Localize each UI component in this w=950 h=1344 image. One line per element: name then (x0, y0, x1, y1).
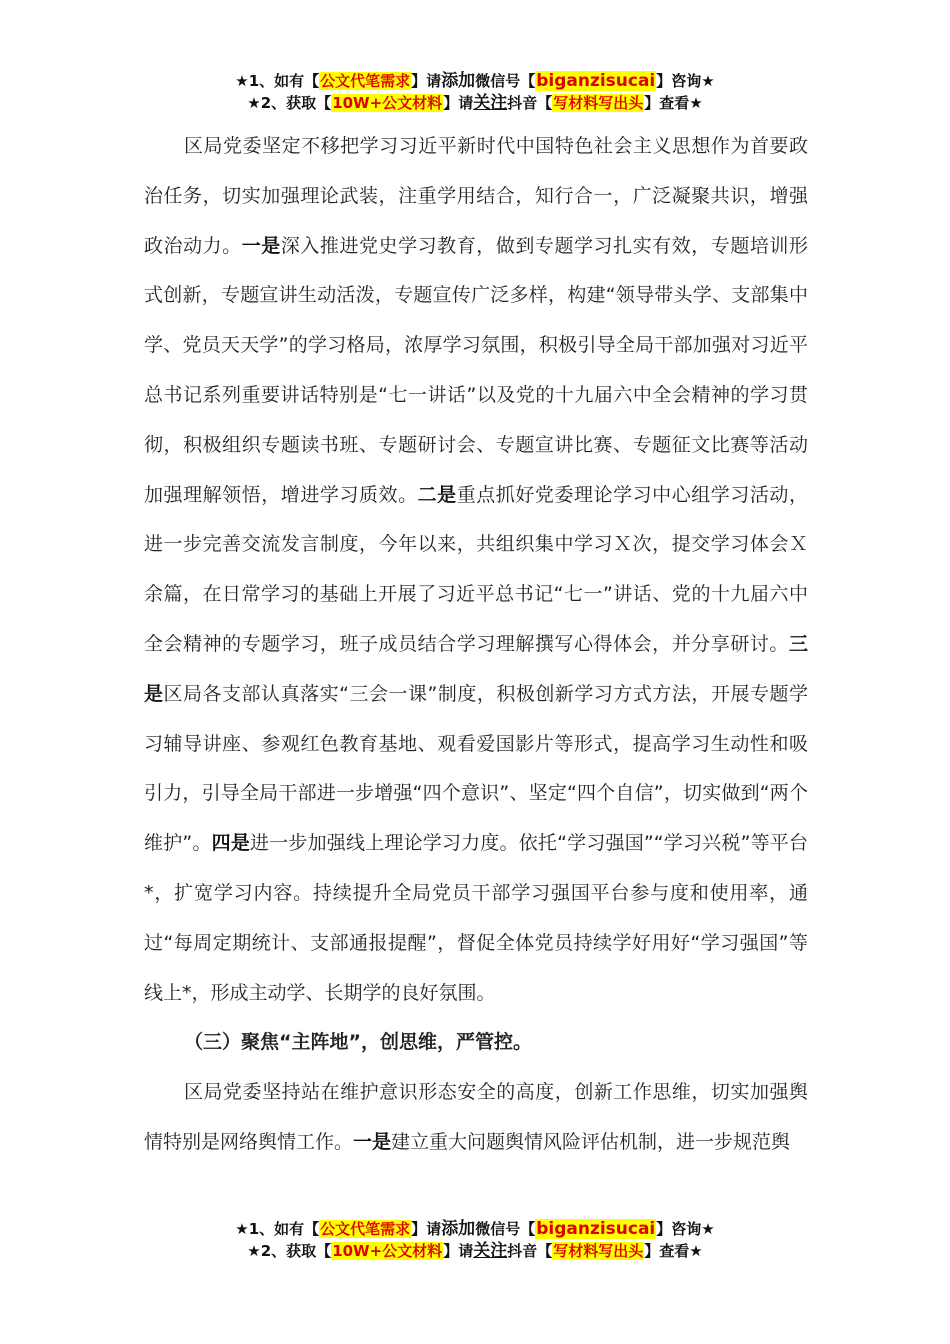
banner-text: ★2、获取【 (247, 1242, 332, 1260)
banner-text: 】请 (443, 94, 474, 112)
banner-highlight: 写材料写出头 (553, 94, 644, 112)
banner-text: 】请 (443, 1242, 474, 1260)
banner-text: 添加 (441, 71, 476, 91)
banner-text: 】请 (411, 72, 442, 90)
banner-text: 抖音【 (507, 1242, 553, 1260)
banner-text: ★2、获取【 (247, 94, 332, 112)
banner-text: 】请 (411, 1220, 442, 1238)
banner-text: 微信号【 (475, 1220, 536, 1238)
body-text: 区局各支部认真落实“三会一课”制度，积极创新学习方式方法，开展专题学习辅导讲座、参观红色教育基地、观看爱国影片等形式，提高学习生动性和吸引力，引导全局干部进一步增强“四个意识”、坚定“四个自信”，切实做到“两个维护”。 (144, 682, 808, 855)
banner-highlight: biganzisucai (536, 71, 656, 91)
banner-highlight: 公文代笔需求 (320, 1220, 411, 1238)
header-banner (0, 70, 950, 114)
banner-highlight: 写材料写出头 (553, 1242, 644, 1260)
banner-text: ★1、如有【 (235, 72, 320, 90)
banner-line-2 (0, 1240, 950, 1262)
banner-highlight: 10W+公文材料 (332, 94, 443, 112)
banner-highlight: 10W+公文材料 (332, 1242, 443, 1260)
banner-text: 】咨询★ (656, 1220, 715, 1238)
body-text: 区局党委坚定不移把学习习近平新时代中国特色社会主义思想作为首要政治任务，切实加强理论武装，注重学用结合，知行合一，广泛凝聚共识，增强政治动力。 (144, 135, 808, 257)
body-text: 区局党委坚持站在维护意识形态安全的高度，创新工作思维，切实加强舆情特别是网络舆情工作。 (144, 1081, 808, 1153)
banner-text: 】查看★ (644, 94, 703, 112)
banner-line-2 (0, 92, 950, 114)
banner-text: 抖音【 (507, 94, 553, 112)
section-heading: （三）聚焦“主阵地”，创思维，严管控。 (184, 1031, 532, 1054)
banner-text: ★1、如有【 (235, 1220, 320, 1238)
banner-text: 关注 (473, 1241, 508, 1261)
body-paragraph (144, 1068, 808, 1168)
banner-text: 】咨询★ (656, 72, 715, 90)
body-text: 重点抓好党委理论学习中心组学习活动，进一步完善交流发言制度，今年以来，共组织集中学习Ｘ次，提交学习体会Ｘ余篇，在日常学习的基础上开展了习近平总书记“七一”讲话、党的十九届六中全会精神的专题学习，班子成员结合学习理解撰写心得体会，并分享研讨。 (144, 483, 808, 655)
banner-text: 关注 (473, 93, 508, 113)
body-paragraph (144, 122, 808, 1018)
bold-marker: 三是 (144, 632, 808, 705)
banner-text: 】查看★ (644, 1242, 703, 1260)
banner-highlight: biganzisucai (536, 1219, 656, 1239)
body-text: 深入推进党史学习教育，做到专题学习扎实有效，专题培训形式创新，专题宣讲生动活泼，专题宣传广泛多样，构建“领导带头学、支部集中学、党员天天学”的学习格局，浓厚学习氛围，积极引导全局干部加强对习近平总书记系列重要讲话特别是“七一讲话”以及党的十九届六中全会精神的学习贯彻，积极组织专题读书班、专题研讨会、专题宣讲比赛、专题征文比赛等活动加强理解领悟，增进学习质效。 (144, 234, 808, 506)
bold-marker: 四是 (211, 832, 251, 855)
banner-line-1 (0, 70, 950, 92)
banner-highlight: 公文代笔需求 (320, 72, 411, 90)
bold-marker: 一是 (353, 1130, 392, 1153)
body-text: 进一步加强线上理论学习力度。依托“学习强国”“学习兴税”等平台*，扩宽学习内容。持续提升全局党员干部学习强国平台参与度和使用率，通过“每周定期统计、支部通报提醒”，督促全体党员持续学好用好“学习强国”等线上*，形成主动学、长期学的良好氛围。 (144, 832, 808, 1004)
banner-line-1 (0, 1218, 950, 1240)
banner-text: 添加 (441, 1219, 476, 1239)
banner-text: 微信号【 (475, 72, 536, 90)
footer-banner (0, 1218, 950, 1262)
body-text: 建立重大问题舆情风险评估机制，进一步规范舆 (391, 1130, 791, 1153)
document-body (144, 122, 808, 1168)
bold-marker: 一是 (241, 234, 281, 257)
bold-marker: 二是 (417, 483, 457, 506)
